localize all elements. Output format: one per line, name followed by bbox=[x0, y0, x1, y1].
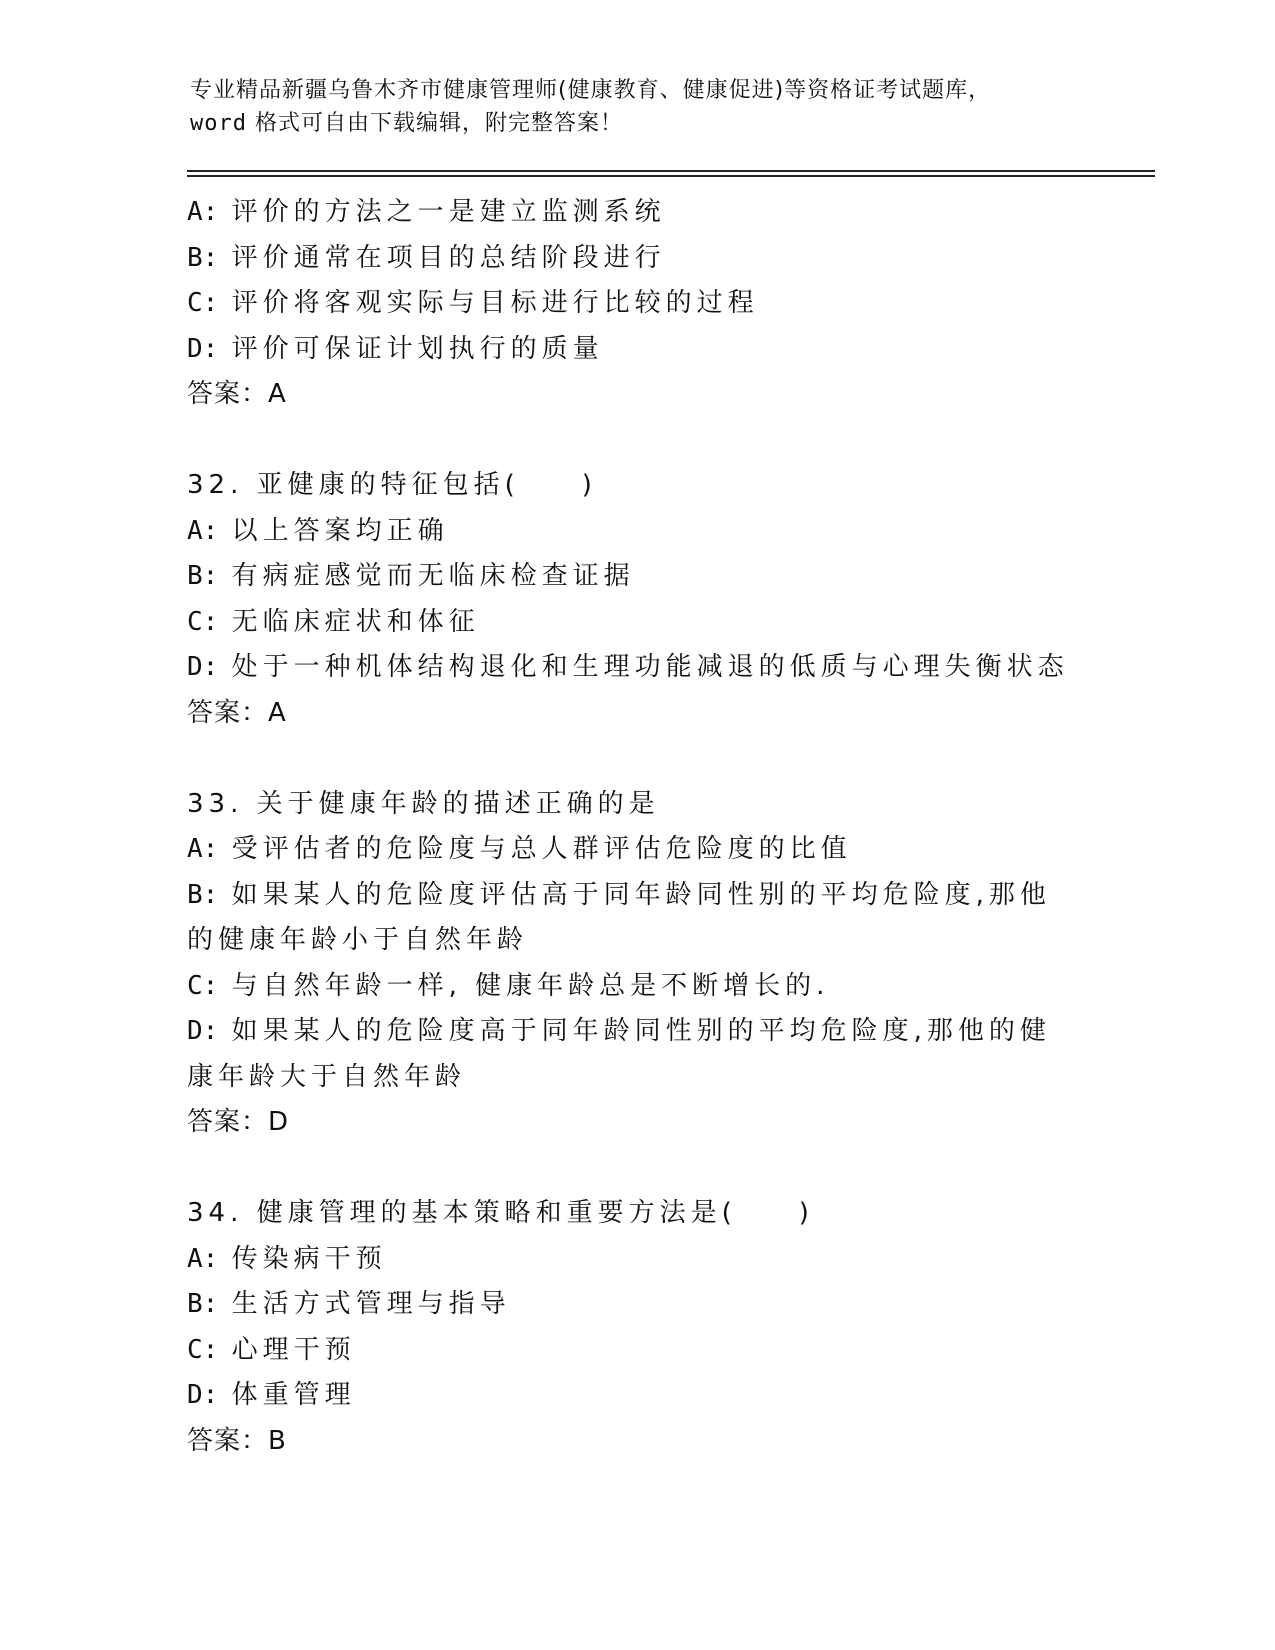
option-b: B: 生活方式管理与指导 bbox=[187, 1289, 511, 1319]
answer: 答案：A bbox=[187, 697, 287, 728]
header-divider-bottom bbox=[187, 175, 1155, 177]
question-33 bbox=[187, 782, 1067, 1146]
answer: 答案：B bbox=[187, 1425, 287, 1456]
header-line-2 bbox=[190, 107, 1070, 140]
question-stem: 34. 健康管理的基本策略和重要方法是( ) bbox=[187, 1198, 814, 1228]
option-d: D: 评价可保证计划执行的质量 bbox=[187, 333, 604, 364]
header-divider-top bbox=[187, 170, 1155, 172]
option-c: C: 无临床症状和体征 bbox=[187, 606, 480, 637]
answer: 答案：A bbox=[187, 379, 287, 409]
question-31 bbox=[187, 190, 1067, 418]
header-line-2-rest: 格式可自由下载编辑，附完整答案！ bbox=[254, 111, 623, 136]
document-header bbox=[190, 74, 1070, 140]
option-c: C: 心理干预 bbox=[187, 1334, 356, 1365]
answer: 答案：D bbox=[187, 1107, 290, 1137]
option-d: D: 处于一种机体结构退化和生理功能减退的低质与心理失衡状态 bbox=[187, 652, 1069, 682]
option-a: A: 受评估者的危险度与总人群评估危险度的比值 bbox=[187, 834, 852, 864]
option-c: C: 评价将客观实际与目标进行比较的过程 bbox=[187, 288, 759, 318]
question-stem: 33. 关于健康年龄的描述正确的是 bbox=[187, 788, 660, 819]
option-d: D: 体重管理 bbox=[187, 1380, 356, 1410]
question-32 bbox=[187, 463, 1067, 736]
question-list bbox=[187, 190, 1067, 1464]
header-word: word bbox=[190, 111, 247, 136]
option-a: A: 以上答案均正确 bbox=[187, 515, 449, 546]
question-stem: 32. 亚健康的特征包括( ) bbox=[187, 470, 597, 500]
option-b: B: 有病症感觉而无临床检查证据 bbox=[187, 561, 635, 591]
option-b: B: 评价通常在项目的总结阶段进行 bbox=[187, 242, 666, 273]
question-34 bbox=[187, 1191, 1067, 1464]
header-line-1: 专业精品新疆乌鲁木齐市健康管理师(健康教育、健康促进)等资格证考试题库， bbox=[190, 78, 992, 103]
option-b: B: 如果某人的危险度评估高于同年龄同性别的平均危险度,那他的健康年龄小于自然年龄 bbox=[187, 879, 1051, 955]
option-c: C: 与自然年龄一样, 健康年龄总是不断增长的. bbox=[187, 970, 830, 1001]
option-a: A: 评价的方法之一是建立监测系统 bbox=[187, 197, 666, 227]
option-a: A: 传染病干预 bbox=[187, 1243, 387, 1274]
option-d: D: 如果某人的危险度高于同年龄同性别的平均危险度,那他的健康年龄大于自然年龄 bbox=[187, 1016, 1051, 1092]
